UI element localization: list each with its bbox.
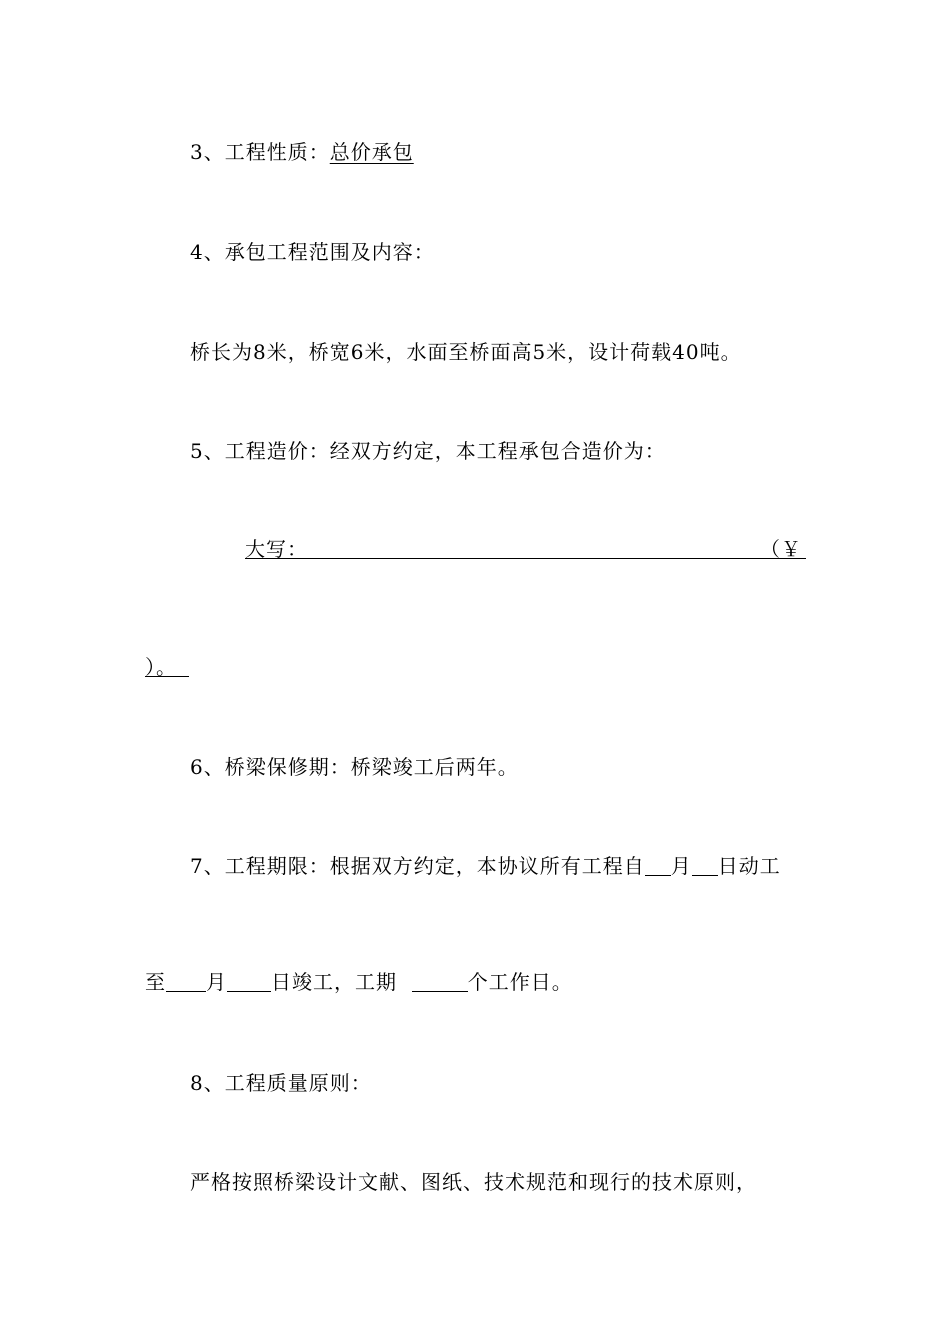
item-7-text-g: 个工作日。 bbox=[467, 970, 573, 994]
start-day-blank bbox=[692, 855, 718, 876]
item-7-text-c: 日动工 bbox=[717, 854, 781, 878]
end-month-blank bbox=[166, 971, 206, 992]
item-7-line2 bbox=[145, 969, 573, 995]
item-7-text-e: 月 bbox=[206, 970, 227, 994]
item-5: 5、工程造价：经双方约定，本工程承包合造价为： bbox=[190, 439, 666, 463]
item-3 bbox=[190, 139, 414, 165]
daxie-label: 大写： bbox=[245, 537, 308, 561]
start-month-blank bbox=[645, 855, 671, 876]
yen-close: ）。 bbox=[145, 655, 177, 679]
end-day-blank bbox=[227, 971, 271, 992]
item-3-label: 3、工程性质： bbox=[190, 140, 330, 164]
yen-open: （￥ bbox=[760, 537, 802, 561]
item-7-line1 bbox=[190, 853, 781, 879]
item-7-text-d: 至 bbox=[145, 970, 166, 994]
item-4: 4、承包工程范围及内容： bbox=[190, 240, 435, 264]
amount-blank-line bbox=[245, 558, 806, 559]
duration-blank bbox=[412, 971, 468, 992]
item-3-value: 总价承包 bbox=[329, 140, 414, 164]
item-6: 6、桥梁保修期：桥梁竣工后两年。 bbox=[190, 755, 519, 779]
item-8: 8、工程质量原则： bbox=[190, 1071, 372, 1095]
quality-text: 严格按照桥梁设计文献、图纸、技术规范和现行的技术原则， bbox=[190, 1170, 757, 1194]
item-7-text-a: 7、工程期限：根据双方约定，本协议所有工程自 bbox=[190, 854, 645, 878]
amount-close-underline bbox=[145, 676, 189, 677]
item-7-text-f: 日竣工，工期 bbox=[271, 970, 397, 994]
item-7-text-b: 月 bbox=[670, 854, 692, 878]
scope-text: 桥长为8米，桥宽6米，水面至桥面高5米，设计荷载40吨。 bbox=[190, 340, 742, 364]
